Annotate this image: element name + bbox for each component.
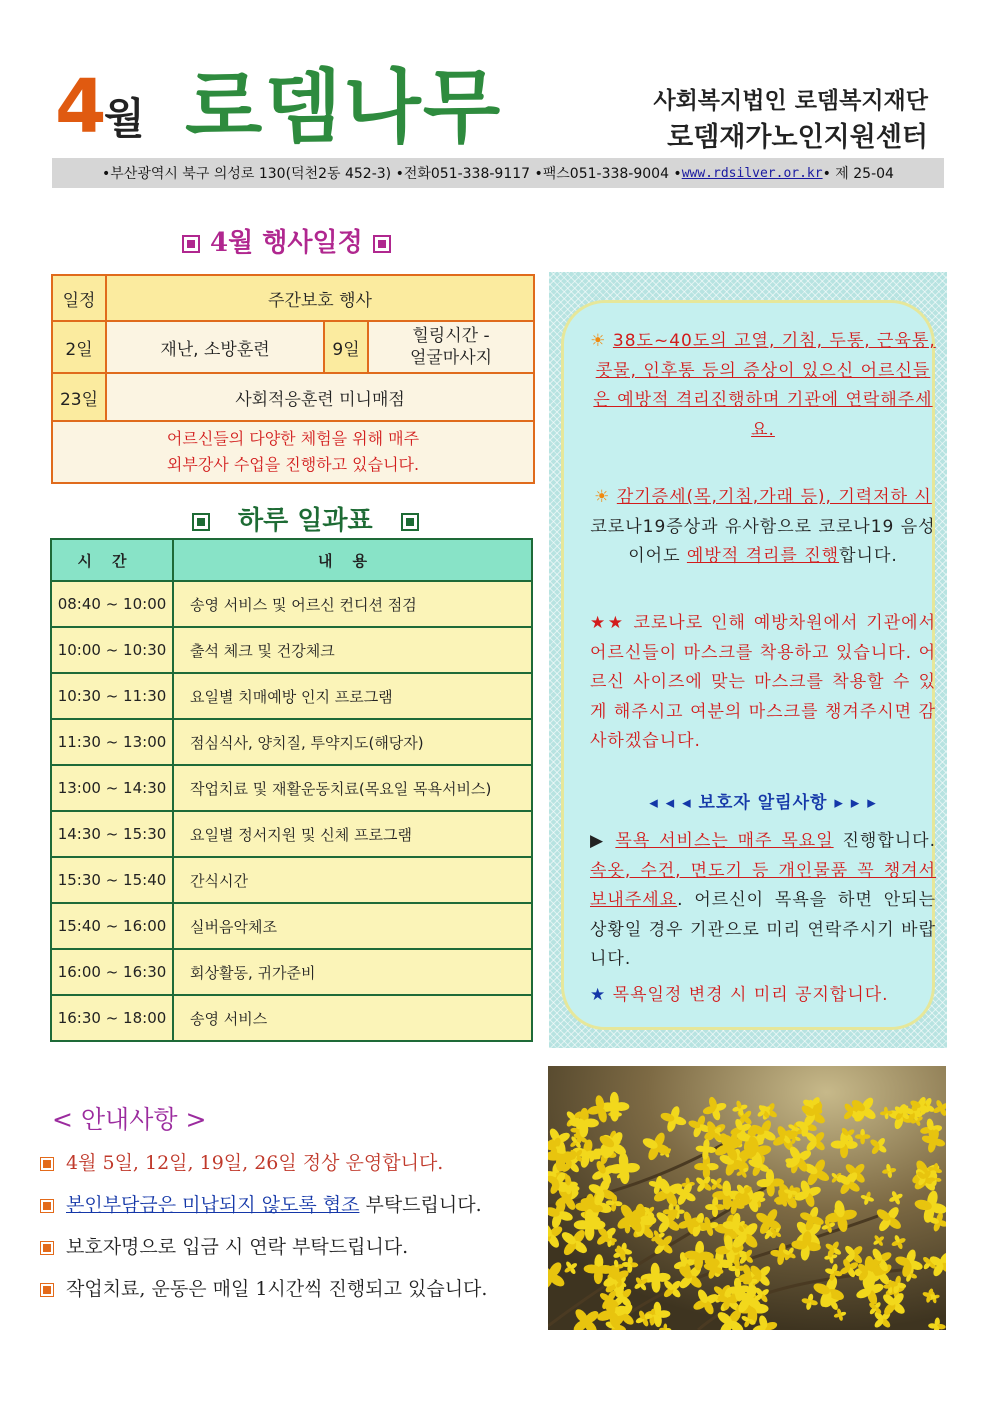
table-row: 16:30 ~ 18:00 송영 서비스 xyxy=(51,995,532,1041)
website-link[interactable]: www.rdsilver.or.kr xyxy=(681,165,823,181)
month-number: 4 xyxy=(55,64,107,150)
guardian-notice-title: ◂ ◂ ◂ 보호자 알림사항 ▸ ▸ ▸ xyxy=(649,793,877,813)
forsythia-photo xyxy=(548,1066,946,1330)
square-bullet-icon xyxy=(40,1157,54,1171)
daily-section-title: 하루 일과표 xyxy=(182,500,429,537)
square-bullet-icon xyxy=(182,235,200,253)
square-bullet-icon xyxy=(401,513,419,531)
guide-item: 4월 5일, 12일, 19일, 26일 정상 운영합니다. xyxy=(40,1148,443,1175)
event-name: 힐링시간 - 얼굴마사지 xyxy=(368,321,534,373)
square-bullet-icon xyxy=(373,235,391,253)
table-row: 15:30 ~ 15:40 간식시간 xyxy=(51,857,532,903)
mask-notice: ★★ 코로나로 인해 예방차원에서 기관에서 어르신들이 마스크를 착용하고 있습니다. 어르신 사이즈에 맞는 마스크를 착용할 수 있게 해주시고 여분의 마스크를 챙겨주시면 감사하겠습니다. xyxy=(590,613,936,751)
org-center: 로뎀재가노인지원센터 xyxy=(667,122,928,153)
table-row: 14:30 ~ 15:30 요일별 정서지원 및 신체 프로그램 xyxy=(51,811,532,857)
issue-number: • 제 25-04 xyxy=(822,166,894,182)
square-bullet-icon xyxy=(40,1199,54,1213)
guide-item: 작업치료, 운동은 매일 1시간씩 진행되고 있습니다. xyxy=(40,1274,487,1301)
square-bullet-icon xyxy=(40,1241,54,1255)
col-content-header: 내용 xyxy=(173,539,532,581)
event-day: 23일 xyxy=(52,373,106,421)
contact-info-bar xyxy=(52,158,944,188)
org-foundation: 사회복지법인 로뎀복지재단 xyxy=(653,88,928,114)
table-row: 13:00 ~ 14:30 작업치료 및 재활운동치료(목요일 목욕서비스) xyxy=(51,765,532,811)
events-header-label: 일정 xyxy=(52,275,106,321)
sun-icon: ☀ xyxy=(594,487,611,507)
event-name: 재난, 소방훈련 xyxy=(106,321,324,373)
table-row: 10:30 ~ 11:30 요일별 치매예방 인지 프로그램 xyxy=(51,673,532,719)
events-table xyxy=(51,274,535,484)
triangle-bullet-icon: ▶ xyxy=(590,831,616,851)
guide-item: 보호자명으로 입금 시 연락 부탁드립니다. xyxy=(40,1232,408,1259)
event-day: 9일 xyxy=(324,321,368,373)
contact-address: •부산광역시 북구 의성로 130(덕천2동 452-3) •전화051-338-9117 •팩스051-338-9004 • xyxy=(102,166,682,182)
table-row: 11:30 ~ 13:00 점심식사, 양치질, 투약지도(해당자) xyxy=(51,719,532,765)
events-section-title: 4월 행사일정 xyxy=(172,222,401,259)
table-row: 10:00 ~ 10:30 출석 체크 및 건강체크 xyxy=(51,627,532,673)
guide-title: < 안내사항 > xyxy=(52,1105,207,1134)
square-bullet-icon xyxy=(192,513,210,531)
newsletter-title: 로뎀나무 xyxy=(185,61,503,154)
event-day: 2일 xyxy=(52,321,106,373)
sun-icon: ☀ xyxy=(590,331,607,351)
table-row: 15:40 ~ 16:00 실버음악체조 xyxy=(51,903,532,949)
event-name: 사회적응훈련 미니매점 xyxy=(106,373,534,421)
square-bullet-icon xyxy=(40,1283,54,1297)
table-row: 16:00 ~ 16:30 회상활동, 귀가준비 xyxy=(51,949,532,995)
events-header-title: 주간보호 행사 xyxy=(106,275,534,321)
daily-schedule-table xyxy=(50,538,533,1042)
events-note: 어르신들의 다양한 체험을 위해 매주 외부강사 수업을 진행하고 있습니다. xyxy=(52,421,534,483)
table-row: 08:40 ~ 10:00 송영 서비스 및 어르신 컨디션 점검 xyxy=(51,581,532,627)
guide-item: 본인부담금은 미납되지 않도록 협조 부탁드립니다. xyxy=(40,1190,482,1217)
month-word: 월 xyxy=(104,94,145,143)
col-time-header: 시간 xyxy=(51,539,173,581)
notice-panel xyxy=(549,272,947,1048)
covid-symptom-notice: ☀ 38도~40도의 고열, 기침, 두통, 근육통, 콧물, 인후통 등의 증상이 있으신 어르신들은 예방적 격리진행하며 기관에 연락해주세요. xyxy=(590,331,936,440)
star-icon: ★ xyxy=(590,985,607,1005)
bath-service-notice: ▶ 목욕 서비스는 매주 목요일 진행합니다. 속옷, 수건, 면도기 등 개인물품 꼭 챙겨서 보내주세요. 어르신이 목욕을 하면 안되는 상황일 경우 기관으로 미리 연락주시기 바랍니다. xyxy=(590,831,936,969)
bath-schedule-notice: ★ 목욕일정 변경 시 미리 공지합니다. xyxy=(590,985,889,1005)
notice-card xyxy=(561,300,935,1030)
cold-symptom-notice: ☀ 감기증세(목,기침,가래 등), 기력저하 시 코로나19증상과 유사함으로 코로나19 음성이어도 예방적 격리를 진행합니다. xyxy=(590,487,936,566)
